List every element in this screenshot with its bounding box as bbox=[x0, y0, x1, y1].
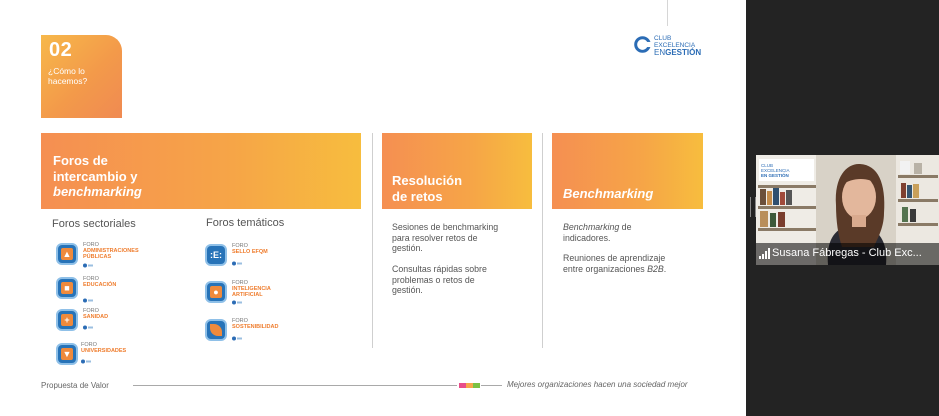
footer-rule bbox=[133, 385, 457, 386]
logo-line2: EXCELENCIA bbox=[654, 42, 696, 49]
header-foros-title: Foros de intercambio y benchmarking bbox=[53, 153, 142, 199]
mini-logo-icon bbox=[81, 359, 91, 364]
mini-logo-icon bbox=[232, 261, 242, 266]
tematicos-title: Foros temáticos bbox=[206, 217, 285, 229]
retos-paragraph-2: Consultas rápidas sobre problemas o retos de gestión. bbox=[392, 264, 487, 295]
forum-sostenibilidad: FORO SOSTENIBILIDAD bbox=[205, 318, 355, 344]
leaf-icon bbox=[205, 319, 227, 341]
column-divider bbox=[372, 133, 373, 348]
footer-color-bar bbox=[459, 383, 480, 388]
forum-sanidad: + FORO SANIDAD bbox=[56, 308, 206, 334]
footer-rule-2 bbox=[481, 385, 502, 386]
header-foros bbox=[41, 133, 361, 209]
health-cross-icon: + bbox=[56, 309, 78, 331]
mini-logo-icon bbox=[232, 336, 242, 341]
forum-educacion: ■ FORO EDUCACIÓN bbox=[56, 276, 206, 302]
footer-title: Propuesta de Valor bbox=[41, 381, 109, 390]
header-benchmarking bbox=[552, 133, 703, 209]
section-number: 02 bbox=[49, 39, 73, 61]
retos-paragraph-1: Sesiones de benchmarking para resolver retos de gestión. bbox=[392, 222, 499, 253]
sectoriales-title: Foros sectoriales bbox=[52, 218, 136, 230]
top-divider bbox=[667, 0, 668, 26]
logo-line3: ENGESTIÓN bbox=[654, 48, 702, 57]
forum-inteligencia-artificial: ● FORO INTELIGENCIA ARTIFICIAL bbox=[205, 280, 355, 306]
mini-logo-icon bbox=[83, 325, 93, 330]
forum-administraciones: ▲ FORO ADMINISTRACIONES PÚBLICAS bbox=[56, 242, 206, 268]
footer-bar-green bbox=[473, 383, 480, 388]
institution-icon: ▲ bbox=[56, 243, 78, 265]
robot-icon: ● bbox=[205, 281, 227, 303]
logo-line1: CLUB bbox=[654, 35, 672, 42]
footer-bar-orange bbox=[466, 383, 473, 388]
section-badge bbox=[41, 35, 122, 118]
section-subtitle: ¿Cómo lo hacemos? bbox=[48, 66, 88, 86]
seal-icon: :E: bbox=[205, 244, 227, 266]
column-divider bbox=[542, 133, 543, 348]
forum-sello-efqm: :E: FORO SELLO EFQM bbox=[205, 243, 355, 269]
header-benchmarking-title: Benchmarking bbox=[563, 186, 654, 201]
mini-logo-icon bbox=[83, 263, 93, 268]
participant-name: Susana Fábregas - Club Exc... bbox=[772, 247, 922, 259]
graduation-cap-icon: ▼ bbox=[56, 343, 78, 365]
forum-universidades: ▼ FORO UNIVERSIDADES bbox=[54, 342, 204, 368]
wall-logo: CLUB EXCELENCIA EN GESTIÓN bbox=[761, 163, 790, 178]
footer-tagline: Mejores organizaciones hacen una sociedad mejor bbox=[507, 380, 688, 389]
mini-logo-icon bbox=[83, 298, 93, 303]
participant-video-tile[interactable] bbox=[756, 155, 939, 265]
book-icon: ■ bbox=[56, 277, 78, 299]
bench-paragraph-1: Benchmarking de indicadores. bbox=[563, 222, 632, 243]
bench-paragraph-2: Reuniones de aprendizaje entre organizaciones B2B. bbox=[563, 253, 667, 274]
mini-logo-icon bbox=[232, 300, 242, 305]
footer-bar-pink bbox=[459, 383, 466, 388]
club-logo bbox=[634, 34, 714, 58]
signal-strength-icon bbox=[759, 248, 771, 259]
header-retos bbox=[382, 133, 532, 209]
club-logo-icon bbox=[634, 36, 651, 53]
header-retos-title: Resolución de retos bbox=[392, 173, 463, 204]
